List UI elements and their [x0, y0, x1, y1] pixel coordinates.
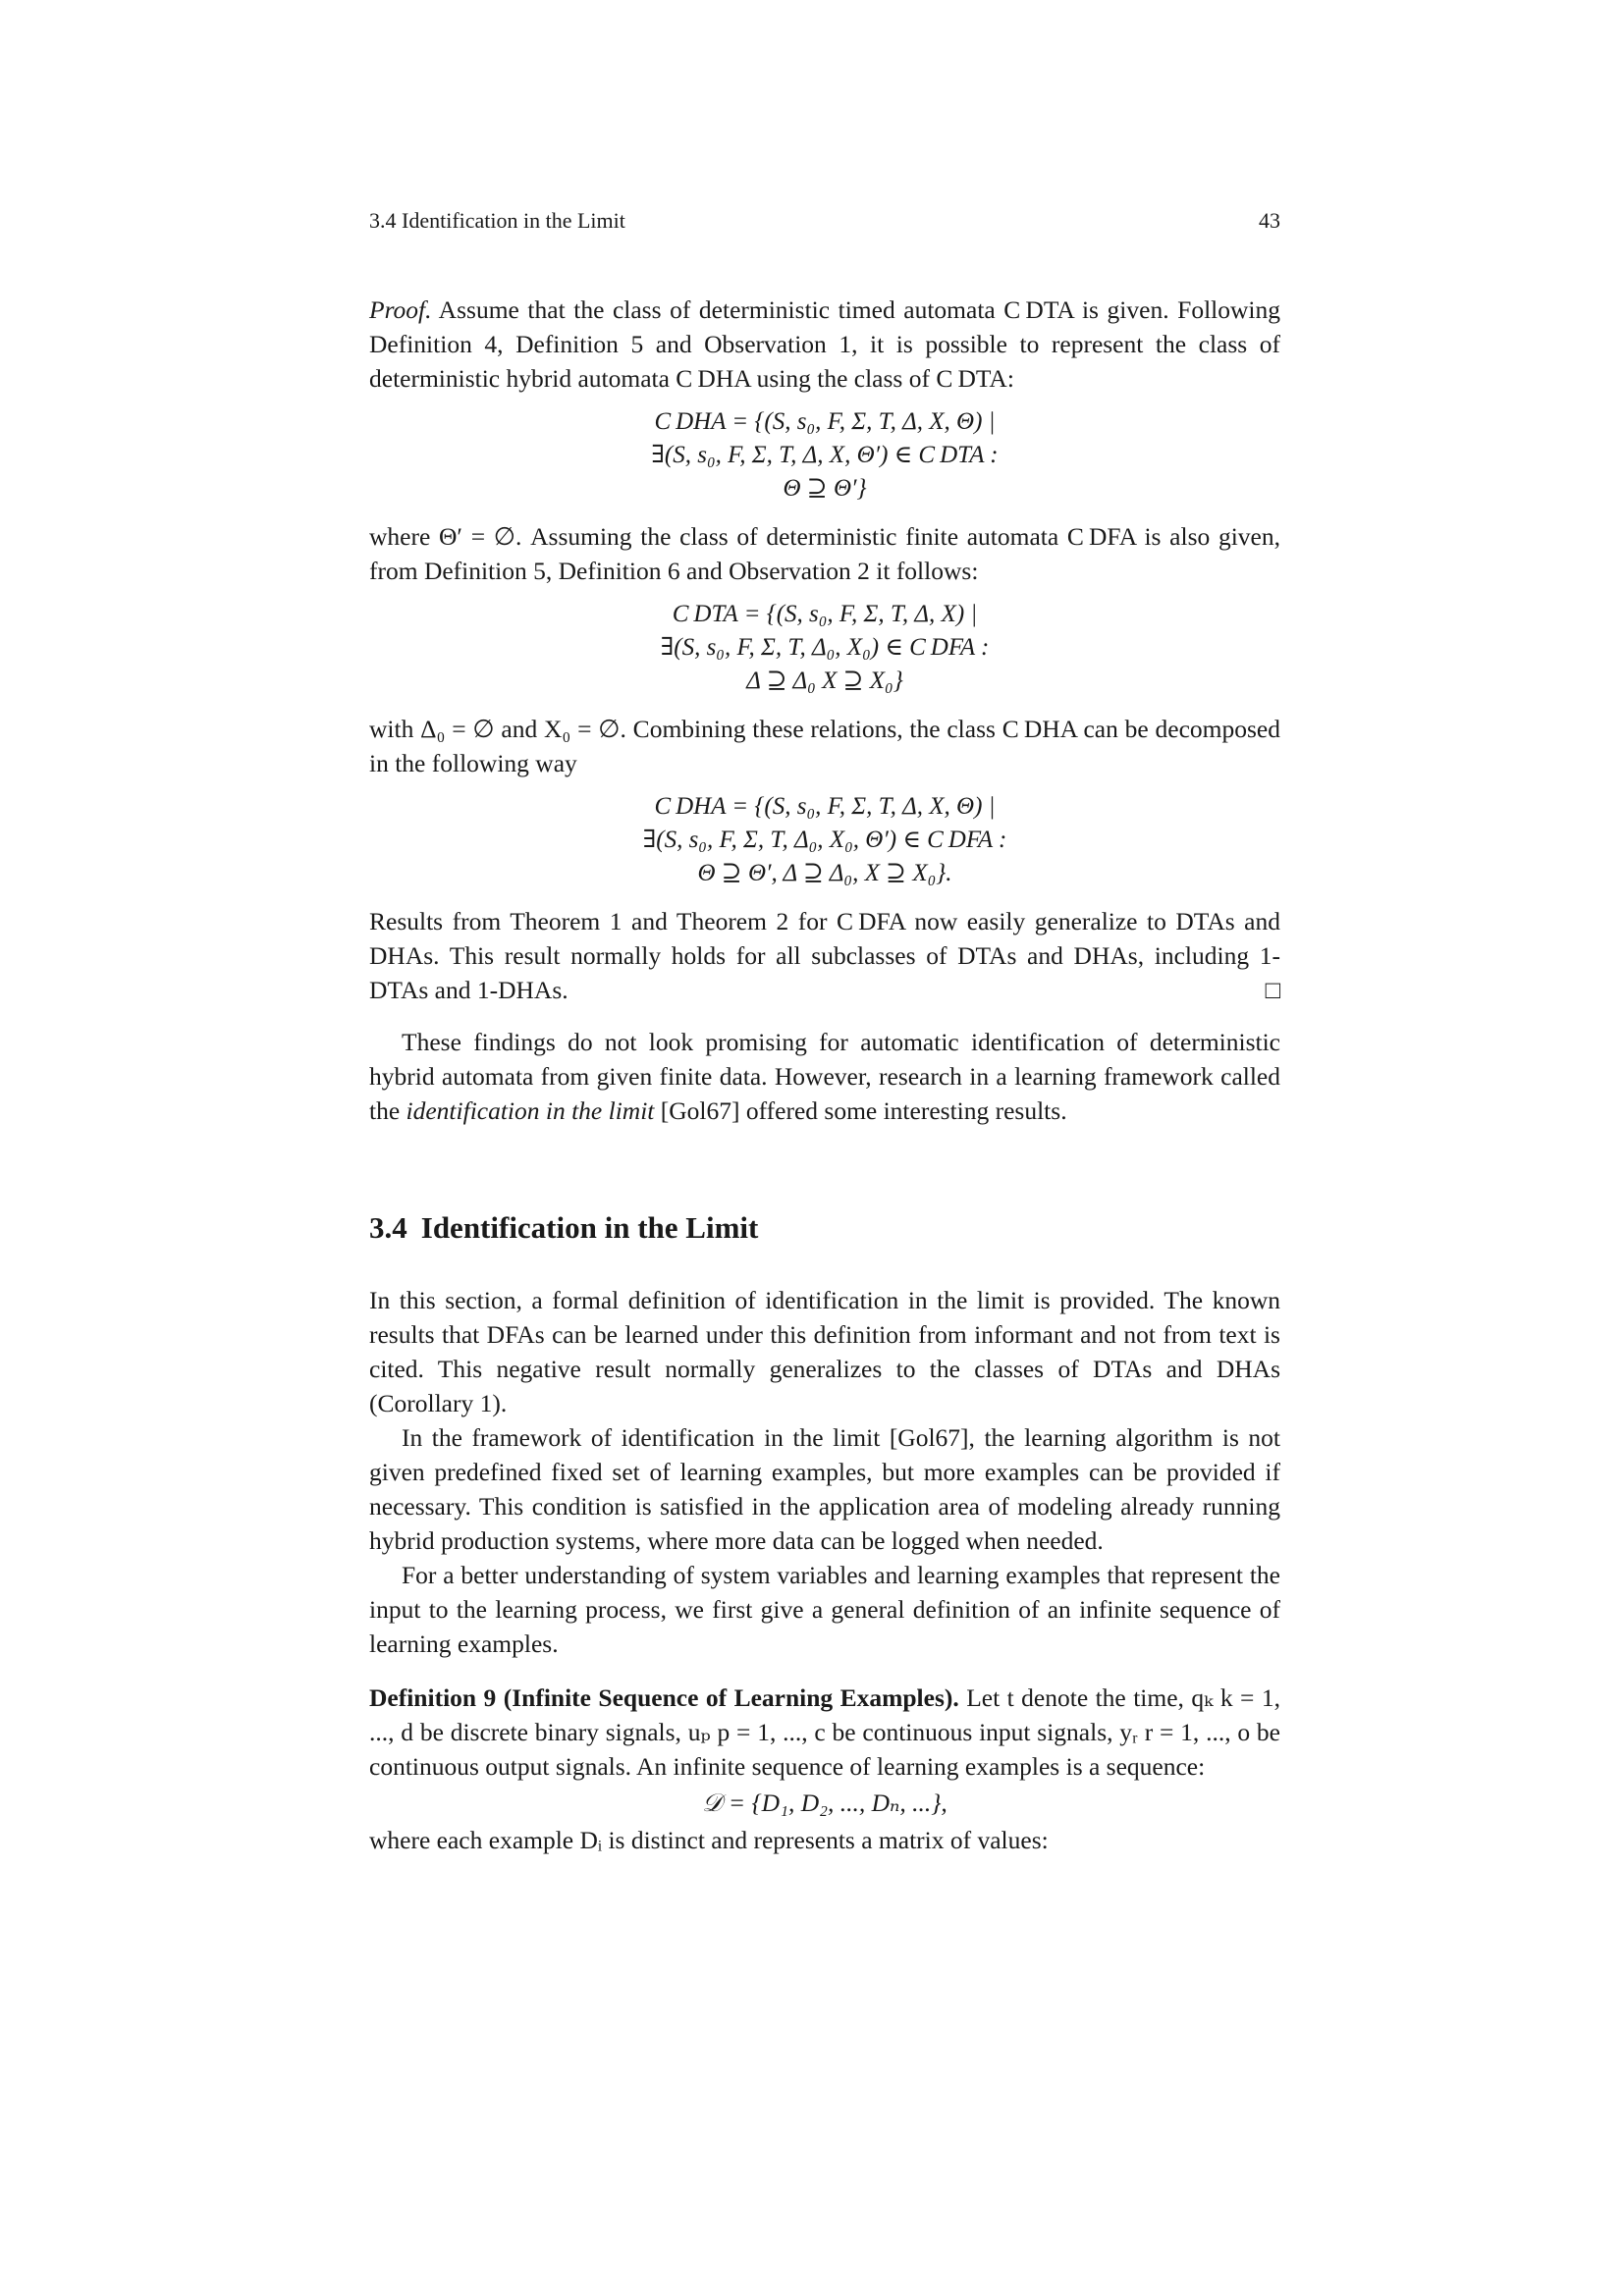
- section-paragraph-2: In the framework of identification in the limit [Gol67], the learning algorithm is not given predefined fixed set of learning examples, but more examples can be provided if necessary. This condition is satisfied in the application area of modeling already running hybrid production systems, where more data can be logged when needed.: [369, 1423, 1280, 1555]
- equation-2: [369, 598, 1280, 698]
- equation-2-line-2: ∃(S, s₀, F, Σ, T, Δ₀, X₀) ∈ C DFA :: [660, 634, 990, 661]
- section-paragraph-3: For a better understanding of system variables and learning examples that represent the input to the learning process, we first give a general definition of an infinite sequence of learning examples.: [369, 1561, 1280, 1658]
- proof-paragraph-3: with Δ₀ = ∅ and X₀ = ∅. Combining these relations, the class C DHA can be decomposed in the following way: [369, 715, 1280, 777]
- equation-2-line-1: C DTA = {(S, s₀, F, Σ, T, Δ, X) |: [672, 601, 978, 627]
- equation-3: [369, 790, 1280, 890]
- findings-text-before: These findings do not look promising for automatic identification of deterministic hybrid automata from given finite data. However, research in a learning framework called the: [369, 1028, 1280, 1125]
- proof-label: Proof.: [369, 295, 432, 324]
- findings-paragraph: [369, 1025, 1280, 1128]
- section-paragraph-1: In this section, a formal definition of identification in the limit is provided. The known results that DFAs can be learned under this definition from informant and not from text is cited. This negative result normally generalizes to the classes of DTAs and DHAs (Corollary 1).: [369, 1286, 1280, 1417]
- proof-paragraph-2: where Θ′ = ∅. Assuming the class of deterministic finite automata C DFA is also given, from Definition 5, Definition 6 and Observation 2 it follows:: [369, 522, 1280, 585]
- proof-paragraph-1: [369, 293, 1280, 396]
- definition-paragraph: [369, 1681, 1280, 1784]
- equation-1-line-1: C DHA = {(S, s₀, F, Σ, T, Δ, X, Θ) |: [654, 408, 996, 435]
- definition-title: Definition 9 (Infinite Sequence of Learning Examples).: [369, 1683, 959, 1712]
- equation-3-line-1: C DHA = {(S, s₀, F, Σ, T, Δ, X, Θ) |: [654, 793, 996, 820]
- equation-3-line-3: Θ ⊇ Θ′, Δ ⊇ Δ₀, X ⊇ X₀}.: [697, 860, 952, 886]
- equation-1: [369, 405, 1280, 506]
- equation-1-line-2: ∃(S, s₀, F, Σ, T, Δ, X, Θ′) ∈ C DTA :: [651, 442, 999, 468]
- proof-text-1: Assume that the class of deterministic timed automata C DTA is given. Following Definition 4, Definition 5 and Observation 1, it is possible to represent the class of deterministic hybrid automata C DHA using the class of C DTA:: [369, 295, 1280, 393]
- definition-closing: where each example Dᵢ is distinct and represents a matrix of values:: [369, 1826, 1049, 1854]
- equation-3-line-2: ∃(S, s₀, F, Σ, T, Δ₀, X₀, Θ′) ∈ C DFA :: [642, 827, 1007, 853]
- page: [369, 206, 1280, 1857]
- running-head: [369, 206, 1280, 236]
- equation-2-line-3: Δ ⊇ Δ₀ X ⊇ X₀}: [746, 667, 903, 694]
- section-heading: [369, 1208, 1280, 1248]
- proof-text-4: Results from Theorem 1 and Theorem 2 for C DFA now easily generalize to DTAs and DHAs. This result normally holds for all subclasses of DTAs and DHAs, including 1-DTAs and 1-DHAs.: [369, 907, 1280, 1004]
- equation-1-line-3: Θ ⊇ Θ′}: [783, 475, 867, 502]
- definition-body: Let t denote the time, qₖ k = 1, ..., d be discrete binary signals, uₚ p = 1, ..., c be continuous input signals, yᵣ r = 1, ..., o be continuous output signals. An infinite sequence of learning examples is a sequence:: [369, 1683, 1280, 1781]
- findings-text-after: [Gol67] offered some interesting results.: [654, 1096, 1067, 1125]
- page-number: 43: [1259, 208, 1280, 233]
- qed-symbol: □: [1265, 976, 1280, 1004]
- section-title: Identification in the Limit: [420, 1210, 759, 1245]
- findings-emphasis: identification in the limit: [406, 1096, 655, 1125]
- proof-paragraph-4: [369, 904, 1280, 1007]
- definition-formula: 𝒟 = {D₁, D₂, ..., Dₙ, ...},: [702, 1789, 947, 1817]
- section-number: 3.4: [369, 1210, 407, 1245]
- running-head-section: 3.4 Identification in the Limit: [369, 208, 625, 233]
